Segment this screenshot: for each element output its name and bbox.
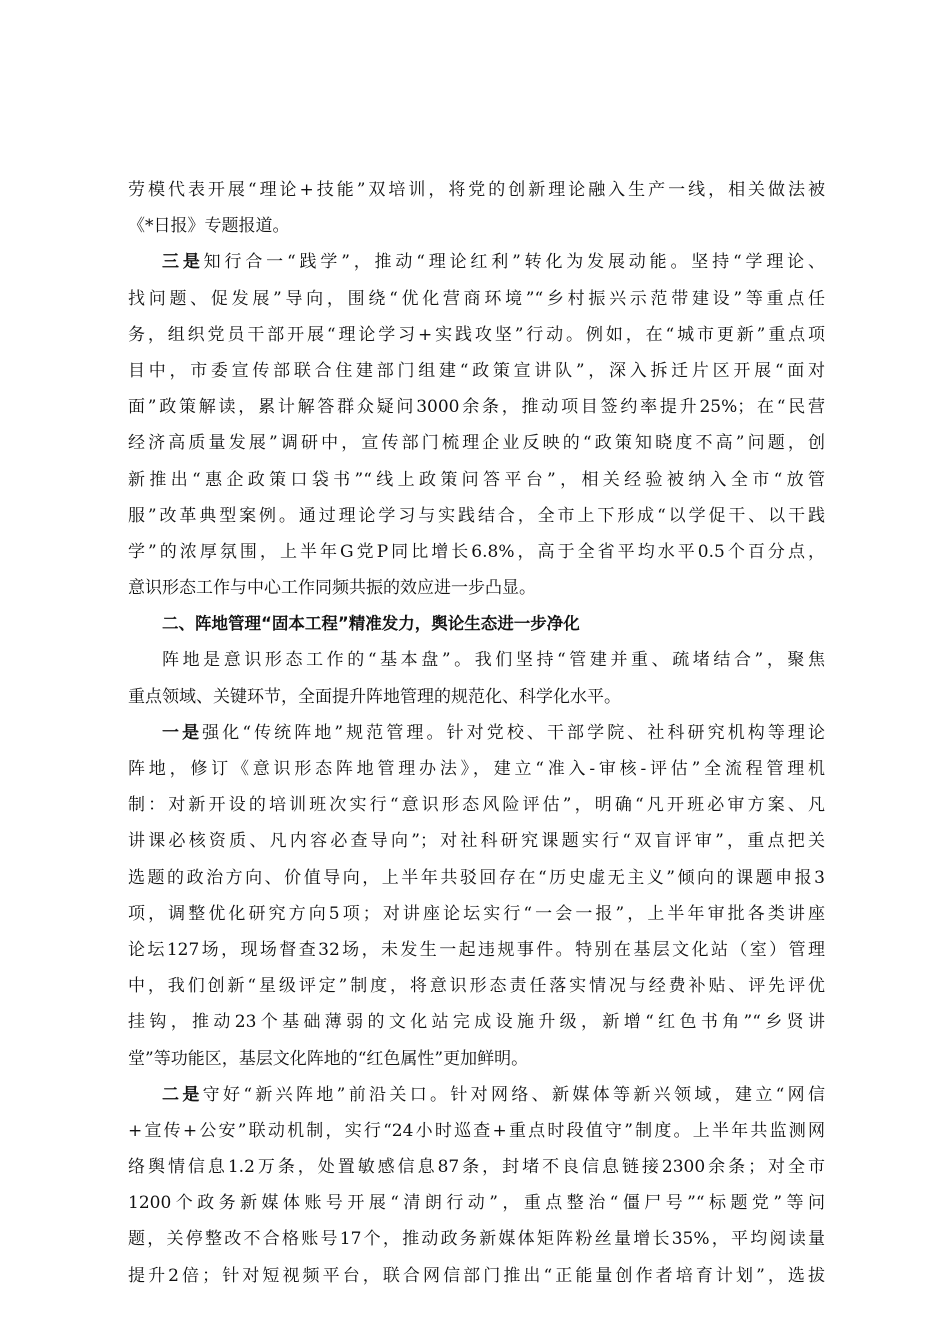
text-line: 1200个政务新媒体账号开展“清朗行动”，重点整治“僵尸号”“标题党”等问 (128, 1193, 825, 1214)
text-line: 务，组织党员干部开展“理论学习+实践攻坚”行动。例如，在“城市更新”重点项 (128, 324, 825, 345)
text-line: 中，我们创新“星级评定”制度，将意识形态责任落实情况与经费补贴、评先评优 (128, 976, 825, 997)
text-line: 阵地，修订《意识形态阵地管理办法》，建立“准入-审核-评估”全流程管理机 (128, 759, 825, 779)
text-run: 知行合一“践学”，推动“理论红利”转化为发展动能。坚持“学理论、 (203, 252, 825, 273)
text-line: 《*日报》专题报道。 (128, 216, 290, 237)
paragraph-lead: 二是 (162, 1084, 203, 1105)
section-heading: 二、阵地管理“固本工程”精准发力，舆论生态进一步净化 (162, 614, 580, 634)
paragraph-first-line (128, 244, 825, 280)
text-line: +宣传+公安”联动机制，实行“24小时巡查+重点时段值守”制度。上半年共监测网 (128, 1120, 825, 1141)
text-line: 挂钩，推动23个基础薄弱的文化站完成设施升级，新增“红色书角”“乡贤讲 (128, 1012, 825, 1033)
text-line: 找问题、促发展”导向，围绕“优化营商环境”“乡村振兴示范带建设”等重点任 (128, 288, 825, 309)
paragraph-first-line (128, 715, 825, 751)
text-line: 论坛127场，现场督查32场，未发生一起违规事件。特别在基层文化站（室）管理 (128, 939, 825, 960)
text-line: 目中，市委宣传部联合住建部门组建“政策宣讲队”，深入拆迁片区开展“面对 (128, 360, 825, 381)
text-line: 学”的浓厚氛围，上半年G党P同比增长6.8%，高于全省平均水平0.5个百分点， (128, 541, 825, 562)
text-line: 堂”等功能区，基层文化阵地的“红色属性”更加鲜明。 (128, 1048, 529, 1069)
text-line: 项，调整优化研究方向5项；对讲座论坛实行“一会一报”，上半年审批各类讲座 (128, 903, 825, 924)
text-line: 经济高质量发展”调研中，宣传部门梳理企业反映的“政策知晓度不高”问题，创 (128, 433, 825, 454)
text-line: 选题的政治方向、价值导向，上半年共驳回存在“历史虚无主义”倾向的课题申报3 (128, 867, 825, 888)
text-line: 提升2倍；针对短视频平台，联合网信部门推出“正能量创作者培育计划”，选拔 (128, 1265, 825, 1286)
paragraph-first-line (128, 1077, 825, 1113)
text-line: 制：对新开设的培训班次实行“意识形态风险评估”，明确“凡开班必审方案、凡 (128, 795, 825, 816)
text-line: 服”改革典型案例。通过理论学习与实践结合，全市上下形成“以学促干、以干践 (128, 505, 825, 526)
text-line: 意识形态工作与中心工作同频共振的效应进一步凸显。 (128, 578, 536, 599)
paragraph-lead: 三是 (162, 252, 204, 273)
paragraph-first-line: 阵地是意识形态工作的“基本盘”。我们坚持“管建并重、疏堵结合”，聚焦 (162, 650, 825, 671)
text-line: 题，关停整改不合格账号17个，推动政务新媒体矩阵粉丝量增长35%，平均阅读量 (128, 1229, 825, 1250)
text-line: 新推出“惠企政策口袋书”“线上政策问答平台”，相关经验被纳入全市“放管 (128, 469, 825, 490)
text-run: 强化“传统阵地”规范管理。针对党校、干部学院、社科研究机构等理论 (202, 722, 825, 743)
text-line: 面”政策解读，累计解答群众疑问3000余条，推动项目签约率提升25%；在“民营 (128, 397, 825, 418)
text-line: 劳模代表开展“理论+技能”双培训，将党的创新理论融入生产一线，相关做法被 (128, 180, 825, 200)
text-line: 络舆情信息1.2万条，处置敏感信息87条，封堵不良信息链接2300余条；对全市 (128, 1157, 825, 1178)
paragraph-lead: 一是 (162, 722, 203, 743)
text-line: 讲课必核资质、凡内容必查导向”；对社科研究课题实行“双盲评审”，重点把关 (128, 831, 825, 852)
text-line: 重点领域、关键环节，全面提升阵地管理的规范化、科学化水平。 (128, 686, 621, 707)
text-run: 守好“新兴阵地”前沿关口。针对网络、新媒体等新兴领域，建立“网信 (202, 1084, 825, 1105)
document-body (128, 172, 825, 1294)
